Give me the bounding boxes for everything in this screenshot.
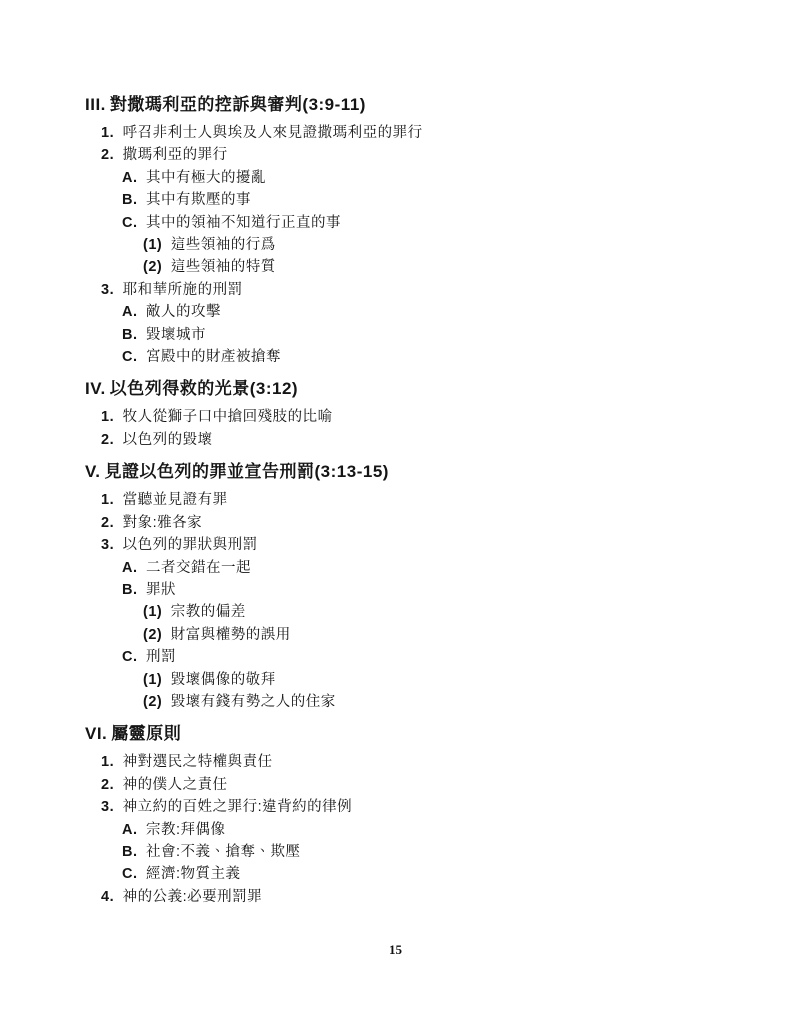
outline-item	[85, 256, 721, 278]
item-text: 撒瑪利亞的罪行	[122, 147, 228, 164]
page-number: 15	[389, 942, 402, 957]
outline-item	[85, 579, 721, 601]
item-label: B.	[122, 843, 138, 860]
item-text: 當聽並見證有罪	[122, 492, 228, 509]
item-label: 3.	[101, 281, 115, 298]
item-label: 2.	[101, 431, 115, 448]
item-text: 其中有極大的擾亂	[146, 169, 267, 186]
section-scripture-ref: (3:12)	[249, 379, 299, 399]
item-label: B.	[122, 581, 138, 598]
item-text: 財富與權勢的誤用	[170, 626, 291, 643]
outline-item	[85, 819, 721, 841]
section-title: 見證以色列的罪並宣告刑罰	[104, 462, 315, 482]
outline-item	[85, 841, 721, 863]
item-text: 社會:不義、搶奪、欺壓	[146, 843, 301, 860]
outline-item	[85, 122, 721, 144]
outline-item	[85, 751, 721, 773]
outline-item	[85, 624, 721, 646]
outline-item	[85, 691, 721, 713]
item-label: A.	[122, 821, 138, 838]
outline-item	[85, 324, 721, 346]
outline-item	[85, 429, 721, 451]
outline-item	[85, 796, 721, 818]
item-text: 二者交錯在一起	[146, 559, 252, 576]
item-text: 宗教的偏差	[170, 604, 246, 621]
item-text: 牧人從獅子口中搶回殘肢的比喻	[122, 409, 333, 426]
item-label: 2.	[101, 514, 115, 531]
item-label: 1.	[101, 492, 115, 509]
item-text: 罪狀	[146, 581, 177, 598]
item-label: A.	[122, 559, 138, 576]
section-title: 屬靈原則	[111, 724, 182, 744]
outline-item	[85, 234, 721, 256]
item-text: 毀壞城市	[146, 326, 207, 343]
outline-item	[85, 489, 721, 511]
item-label: 2.	[101, 776, 115, 793]
item-label: (1)	[143, 671, 163, 688]
item-label: 3.	[101, 537, 115, 554]
item-label: (2)	[143, 259, 163, 276]
item-text: 呼召非利士人與埃及人來見證撒瑪利亞的罪行	[122, 125, 423, 141]
outline-item	[85, 774, 721, 796]
outline-item	[85, 346, 721, 368]
outline-item	[85, 301, 721, 323]
item-label: C.	[122, 866, 138, 883]
outline-item	[85, 212, 721, 234]
section-label: VI.	[85, 724, 108, 744]
section-heading	[85, 93, 721, 117]
section-heading	[85, 460, 721, 484]
item-label: 1.	[101, 409, 115, 426]
outline-item	[85, 279, 721, 301]
item-text: 神的公義:必要刑罰罪	[122, 888, 263, 905]
item-label: 1.	[101, 754, 115, 771]
item-label: 4.	[101, 888, 115, 905]
item-text: 對象:雅各家	[122, 514, 203, 531]
outline-item	[85, 167, 721, 189]
section-title: 對撒瑪利亞的控訴與審判	[109, 95, 303, 114]
item-text: 宗教:拜偶像	[146, 821, 226, 838]
outline-item	[85, 512, 721, 534]
item-label: 1.	[101, 125, 115, 141]
item-label: (1)	[143, 604, 163, 621]
item-text: 其中的領袖不知道行正直的事	[146, 214, 342, 231]
item-label: A.	[122, 304, 138, 321]
item-text: 這些領袖的特質	[170, 259, 276, 276]
outline-item	[85, 886, 721, 908]
item-text: 神立約的百姓之罪行:違背約的律例	[122, 799, 353, 816]
item-text: 經濟:物質主義	[146, 866, 241, 883]
item-label: C.	[122, 214, 138, 231]
outline-item	[85, 669, 721, 691]
item-text: 神對選民之特權與責任	[122, 754, 273, 771]
item-text: 神的僕人之責任	[122, 776, 228, 793]
outline-item	[85, 863, 721, 885]
item-label: B.	[122, 192, 138, 209]
item-label: (1)	[143, 237, 163, 254]
item-text: 以色列的罪狀與刑罰	[122, 537, 258, 554]
item-text: 敵人的攻擊	[146, 304, 222, 321]
section-label: V.	[85, 462, 101, 482]
outline-item	[85, 534, 721, 556]
item-text: 毀壞偶像的敬拜	[170, 671, 276, 688]
section-label: IV.	[85, 379, 106, 399]
section-label: III.	[85, 95, 106, 114]
item-label: A.	[122, 169, 138, 186]
outline-item	[85, 601, 721, 623]
item-text: 以色列的毀壞	[122, 431, 213, 448]
section-scripture-ref: (3:13-15)	[314, 462, 389, 482]
outline-item	[85, 646, 721, 668]
section-heading	[85, 377, 721, 401]
outline-item	[85, 144, 721, 166]
item-text: 耶和華所施的刑罰	[122, 281, 243, 298]
item-label: (2)	[143, 626, 163, 643]
item-text: 這些領袖的行爲	[170, 237, 276, 254]
item-label: C.	[122, 649, 138, 666]
item-text: 刑罰	[146, 649, 177, 666]
item-label: (2)	[143, 693, 163, 710]
outline-item	[85, 557, 721, 579]
item-label: C.	[122, 349, 138, 366]
item-text: 宮殿中的財產被搶奪	[146, 349, 282, 366]
outline-item	[85, 406, 721, 428]
item-text: 毀壞有錢有勢之人的住家	[170, 693, 336, 710]
outline-item	[85, 189, 721, 211]
item-label: 3.	[101, 799, 115, 816]
section-title: 以色列得救的光景	[109, 379, 250, 399]
item-label: B.	[122, 326, 138, 343]
item-label: 2.	[101, 147, 115, 164]
section-heading	[85, 722, 721, 746]
item-text: 其中有欺壓的事	[146, 192, 252, 209]
section-scripture-ref: (3:9-11)	[302, 95, 366, 114]
